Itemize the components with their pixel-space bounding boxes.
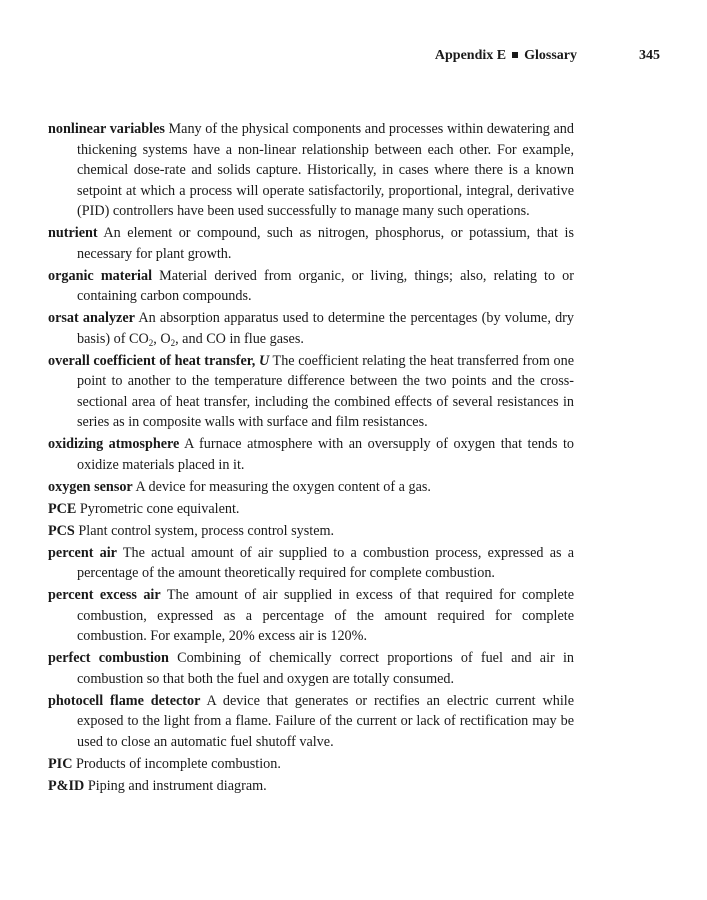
glossary-definition: Material derived from organic, or living, things; also, relating to or containing carbon compounds.	[77, 267, 574, 304]
glossary-entry	[48, 754, 574, 775]
glossary-term: PCE	[48, 500, 77, 517]
glossary-term: percent excess air	[48, 587, 161, 603]
glossary-entry	[48, 585, 574, 647]
glossary-term: perfect combustion	[48, 650, 169, 666]
glossary-term: nutrient	[48, 225, 98, 241]
glossary-entry	[48, 477, 574, 498]
section-label: Appendix E	[434, 48, 507, 63]
glossary-term: PIC	[48, 755, 73, 772]
glossary-term: photocell flame detector	[48, 692, 201, 709]
glossary-definition: A furnace atmosphere with an oversupply of oxygen that tends to oxidize materials placed in it.	[77, 436, 575, 473]
glossary-definition: Pyrometric cone equivalent.	[79, 500, 240, 517]
glossary-term-symbol: U	[258, 352, 270, 369]
glossary-term: percent air	[48, 544, 117, 561]
glossary-entries	[48, 119, 574, 798]
glossary-definition: Plant control system, process control system.	[78, 522, 335, 539]
glossary-entry	[48, 308, 574, 349]
glossary-entry	[48, 521, 574, 542]
glossary-term: organic material	[48, 267, 153, 284]
glossary-definition: The actual amount of air supplied to a combustion process, expressed as a percentage of the amount theoretically required for complete combustion.	[77, 544, 574, 581]
glossary-term: P&ID	[48, 777, 85, 794]
glossary-term: overall coefficient of heat transfer,	[48, 352, 256, 369]
running-head-title	[435, 48, 577, 64]
glossary-entry	[48, 543, 574, 584]
glossary-definition: An absorption apparatus used to determine the percentages (by volume, dry basis) of $CO_2$, $O_2$, and CO in flue gases.	[77, 310, 574, 348]
glossary-term: nonlinear variables	[48, 121, 165, 137]
glossary-definition: A device for measuring the oxygen content of a gas.	[135, 478, 431, 495]
bullet-separator-icon	[512, 52, 518, 58]
glossary-entry	[48, 223, 574, 264]
running-head	[0, 48, 707, 68]
glossary-definition: The coefficient relating the heat transferred from one point to another to the temperature difference between the two points and the cross-sectional area of heat transfer, including the combined effects of several resistances in series as in composite walls with surface and film resistances.	[77, 352, 575, 430]
glossary-definition: Many of the physical components and processes within dewatering and thickening systems have a non-linear relationship between each other. For example, chemical dose-rate and solids capture. Historically, in cases where there is a known setpoint at which a process will operate satisfactorily, proportional, integral, derivative (PID) controllers have been used successfully to manage many such operations.	[77, 121, 574, 219]
glossary-term: orsat analyzer	[48, 310, 135, 326]
chapter-title: Glossary	[524, 48, 577, 63]
glossary-entry	[48, 648, 574, 689]
glossary-definition: Products of incomplete combustion.	[75, 755, 281, 772]
glossary-entry	[48, 776, 574, 797]
glossary-entry	[48, 691, 574, 753]
glossary-term: PCS	[48, 522, 75, 539]
glossary-entry	[48, 434, 574, 475]
glossary-term: oxidizing atmosphere	[48, 436, 180, 452]
glossary-entry	[48, 351, 574, 433]
glossary-entry	[48, 119, 574, 222]
glossary-definition: A device that generates or rectifies an electric current while exposed to the light from a flame. Failure of the current or lack of rectification may be used to close an automatic fuel shutoff valve.	[77, 692, 575, 750]
glossary-entry	[48, 266, 574, 307]
glossary-term: oxygen sensor	[48, 478, 133, 495]
glossary-definition: Piping and instrument diagram.	[87, 777, 267, 794]
glossary-definition: Combining of chemically correct proportions of fuel and air in combustion so that both the fuel and oxygen are totally consumed.	[77, 650, 574, 687]
page-number: 345	[639, 48, 660, 63]
glossary-definition: The amount of air supplied in excess of that required for complete combustion, expressed as a percentage of the amount required for complete combustion. For example, 20% excess air is 120%.	[77, 587, 574, 644]
glossary-entry	[48, 499, 574, 520]
glossary-definition: An element or compound, such as nitrogen, phosphorus, or potassium, that is necessary for plant growth.	[77, 225, 574, 262]
